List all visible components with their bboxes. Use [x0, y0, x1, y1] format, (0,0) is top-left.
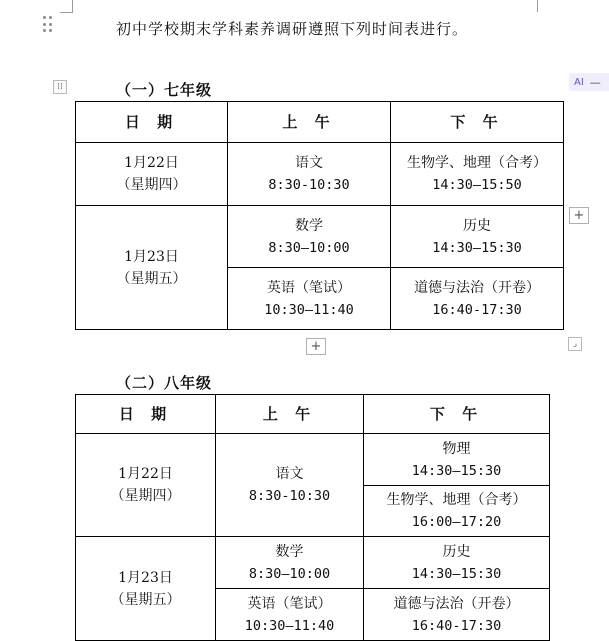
add-row-button[interactable] [306, 338, 326, 355]
time-label: 14:30—15:30 [411, 462, 502, 479]
crop-mark-right [537, 0, 538, 12]
exam-cell [216, 589, 364, 641]
grade7-schedule-table [75, 101, 564, 330]
date-cell [76, 143, 228, 206]
weekday-label: （星期五） [116, 270, 187, 287]
paragraph-drag-handle-icon[interactable] [43, 16, 53, 34]
date-cell [76, 206, 228, 330]
exam-cell [364, 589, 550, 641]
time-label: 10:30—11:40 [264, 301, 354, 318]
date-label: 1月23日 [118, 569, 173, 586]
exam-cell [216, 537, 364, 589]
header-afternoon: 下 午 [364, 395, 550, 434]
header-date: 日 期 [76, 102, 228, 143]
weekday-label: （星期四） [116, 177, 187, 193]
subject-label: 数学 [295, 217, 323, 234]
ai-icon: AI [574, 76, 584, 88]
time-label: 16:40-17:30 [411, 617, 502, 634]
subject-label: 物理 [442, 440, 471, 457]
exam-cell [216, 434, 364, 537]
subject-label: 生物学、地理（合考） [407, 155, 547, 171]
grade7-heading: （一）七年级 [116, 81, 213, 99]
exam-cell [228, 268, 391, 330]
time-label: 8:30-10:30 [248, 488, 331, 504]
header-morning: 上 午 [216, 395, 364, 434]
date-label: 1月22日 [118, 466, 173, 482]
exam-cell [391, 143, 564, 206]
header-afternoon: 下 午 [391, 102, 564, 143]
exam-cell [228, 143, 391, 206]
time-label: 16:00—17:20 [411, 514, 502, 530]
time-label: 8:30—10:00 [248, 565, 331, 582]
exam-cell [391, 206, 564, 268]
crop-mark-top [60, 12, 73, 13]
grade8-schedule-table [75, 394, 550, 641]
subject-label: 数学 [275, 543, 304, 560]
date-cell [76, 434, 216, 537]
subject-label: 英语（笔试） [267, 279, 351, 296]
date-cell [76, 537, 216, 641]
subject-label: 道德与法治（开卷） [393, 595, 520, 612]
plus-icon: + [310, 339, 322, 354]
exam-cell [228, 206, 391, 268]
subject-label: 英语（笔试） [247, 595, 332, 612]
time-label: 10:30—11:40 [244, 617, 335, 634]
subject-label: 语文 [295, 155, 323, 171]
subject-label: 历史 [463, 217, 491, 234]
exam-cell [364, 434, 550, 486]
table-resize-handle-icon[interactable]: ⌟ [568, 337, 582, 351]
exam-cell [364, 486, 550, 537]
table-move-handle-icon[interactable]: ⁞⁞ [53, 80, 67, 94]
date-label: 1月22日 [124, 155, 179, 171]
plus-icon: + [573, 208, 585, 223]
crop-mark-left [72, 0, 73, 12]
exam-cell [364, 537, 550, 589]
weekday-label: （星期四） [110, 488, 181, 504]
subject-label: 语文 [275, 466, 304, 482]
time-label: 14:30—15:30 [432, 239, 522, 256]
subject-label: 历史 [442, 543, 471, 560]
time-label: 16:40-17:30 [432, 301, 522, 318]
time-label: 8:30—10:00 [268, 239, 350, 256]
subject-label: 道德与法治（开卷） [414, 279, 540, 296]
time-label: 14:30—15:50 [432, 177, 522, 193]
ai-badge-dash: — [589, 75, 601, 89]
weekday-label: （星期五） [110, 591, 181, 608]
intro-paragraph: 初中学校期末学科素养调研遵照下列时间表进行。 [116, 20, 469, 38]
header-morning: 上 午 [228, 102, 391, 143]
subject-label: 生物学、地理（合考） [386, 492, 527, 508]
time-label: 8:30-10:30 [268, 177, 350, 193]
date-label: 1月23日 [124, 248, 179, 265]
exam-cell [391, 268, 564, 330]
add-column-button[interactable] [569, 207, 589, 224]
grade8-heading: （二）八年级 [116, 374, 213, 392]
ai-assistant-button[interactable] [569, 73, 609, 91]
header-date: 日 期 [76, 395, 216, 434]
time-label: 14:30—15:30 [411, 565, 502, 582]
